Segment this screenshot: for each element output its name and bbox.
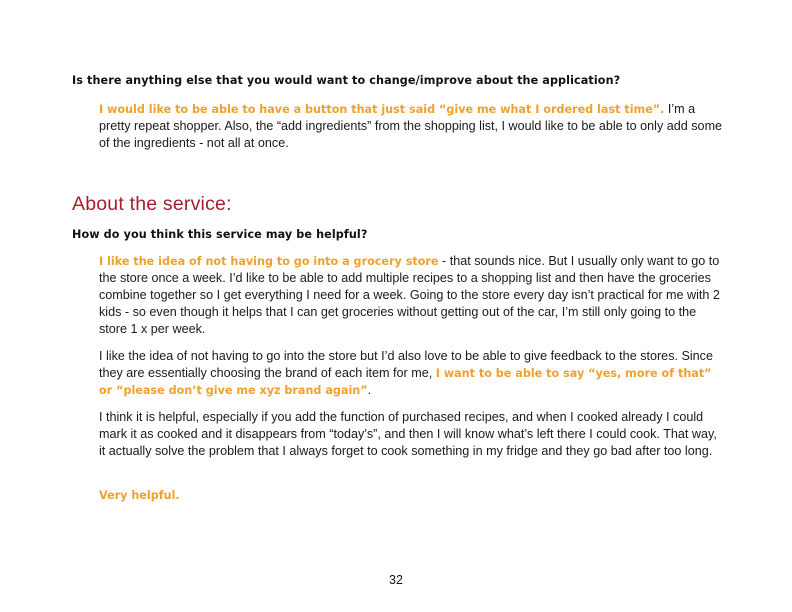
section-title-about-service: About the service: — [72, 193, 232, 215]
answer-text: I like the idea of not having to go into the store but I’d also love to be able to give feedback to the stores. Since they are essentially choosing the brand of each item for me, — [99, 349, 713, 380]
answer-helpful-2 — [99, 348, 724, 399]
answer-helpful-3 — [99, 409, 724, 460]
answer-text: I think it is helpful, especially if you add the function of purchased recipes, and when I cooked already I could mark it as cooked and it disappears from “today’s”, and then I will know what’s left there I could cook. That way, it actually solve the problem that I always forget to cook something in my fridge and they go bad after too long. — [99, 410, 717, 458]
question-how-helpful: How do you think this service may be helpful? — [72, 228, 368, 241]
highlight-brand-feedback: I want to be able to say “yes, more of that” or “please don’t give me xyz brand again” — [99, 367, 712, 397]
answer-text: . — [367, 383, 372, 397]
answer-text: - that sounds nice. But I usually only want to go to the store once a week. I’d like to be able to add multiple recipes to a shopping list and then have the groceries combine together so I get everything I need for a week. Going to the store every day isn’t practical for me with 2 kids - so even though it helps that I can get groceries without getting out of the car, I’m still only going to the store 1 x per week. — [99, 254, 720, 336]
page-number: 32 — [389, 573, 403, 587]
highlight-reorder-button: I would like to be able to have a button that just said “give me what I ordered last time”. — [99, 103, 665, 116]
answer-helpful-1 — [99, 253, 724, 338]
question-change-improve: Is there anything else that you would want to change/improve about the application? — [72, 74, 621, 87]
highlight-no-grocery-store: I like the idea of not having to go into a grocery store — [99, 255, 439, 268]
answer-helpful-4 — [99, 487, 724, 504]
highlight-very-helpful: Very helpful. — [99, 489, 180, 502]
answer-change-improve — [99, 101, 724, 152]
answer-text: I’m a pretty repeat shopper. Also, the “add ingredients” from the shopping list, I would like to be able to only add some of the ingredients - not all at once. — [99, 102, 723, 150]
